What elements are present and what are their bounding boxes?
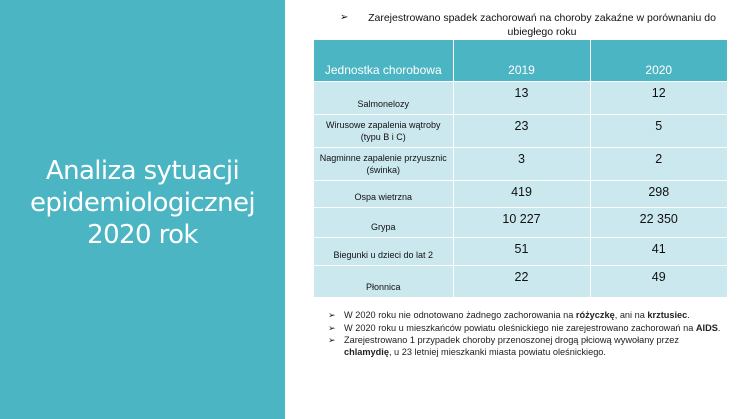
- cases-2019: 13: [453, 82, 590, 115]
- disease-table: [314, 40, 727, 297]
- cases-2019: 10 227: [453, 208, 590, 238]
- table-row: [314, 115, 727, 148]
- note-text: , ani na: [614, 310, 648, 320]
- disease-name: Wirusowe zapalenia wątroby (typu B i C): [314, 115, 453, 148]
- arrow-bullet-icon: ➢: [340, 12, 349, 23]
- disease-name: Grypa: [314, 208, 453, 238]
- note-item: [328, 335, 728, 358]
- heading-text: Zarejestrowano spadek zachorowań na choroby zakaźne w porównaniu do ubiegłego roku: [368, 12, 716, 38]
- note-item: [328, 310, 728, 322]
- note-highlight: AIDS: [695, 322, 718, 333]
- table-row: [314, 82, 727, 115]
- disease-name: Płonnica: [314, 266, 453, 297]
- disease-name: Biegunki u dzieci do lat 2: [314, 238, 453, 266]
- cases-2020: 41: [590, 238, 727, 266]
- cases-2020: 5: [590, 115, 727, 148]
- column-header-2020: 2020: [590, 40, 727, 82]
- table-row: [314, 148, 727, 181]
- disease-name: Nagminne zapalenie przyusznic (świnka): [314, 148, 453, 181]
- arrow-bullet-icon: ➢: [328, 335, 336, 345]
- note-highlight: chlamydię: [344, 346, 389, 357]
- cases-2020: 2: [590, 148, 727, 181]
- cases-2019: 3: [453, 148, 590, 181]
- table-heading: [340, 11, 725, 39]
- note-highlight: różyczkę: [575, 310, 615, 320]
- cases-2020: 22 350: [590, 208, 727, 238]
- cases-2020: 12: [590, 82, 727, 115]
- table-row: [314, 238, 727, 266]
- column-header-disease: Jednostka chorobowa: [314, 40, 453, 82]
- cases-2020: 298: [590, 181, 727, 208]
- cases-2019: 22: [453, 266, 590, 297]
- slide-title-line-1: Analiza sytuacji: [45, 156, 240, 186]
- cases-2019: 23: [453, 115, 590, 148]
- title-panel: [0, 0, 285, 419]
- column-header-2019: 2019: [453, 40, 590, 82]
- note-text: W 2020 roku nie odnotowano żadnego zachorowania na: [344, 310, 576, 320]
- disease-name: Salmonelozy: [314, 82, 453, 115]
- note-text: .: [687, 310, 690, 320]
- table-header-row: [314, 40, 727, 82]
- arrow-bullet-icon: ➢: [328, 322, 336, 333]
- note-highlight: krztusiec: [647, 310, 688, 320]
- table-row: [314, 266, 727, 297]
- note-text: , u 23 letniej mieszkanki miasta powiatu oleśnickiego.: [388, 346, 606, 357]
- note-text: .: [717, 322, 721, 333]
- table-row: [314, 208, 727, 238]
- arrow-bullet-icon: ➢: [328, 310, 336, 320]
- cases-2019: 419: [453, 181, 590, 208]
- cases-2019: 51: [453, 238, 590, 266]
- notes-list: [328, 310, 728, 359]
- disease-name: Ospa wietrzna: [314, 181, 453, 208]
- table-row: [314, 181, 727, 208]
- note-item: [328, 323, 728, 335]
- slide-title-line-2: epidemiologicznej: [30, 188, 255, 218]
- slide-title: [0, 155, 285, 251]
- note-text: W 2020 roku u mieszkańców powiatu oleśnickiego nie zarejestrowano zachorowań na: [344, 322, 696, 333]
- cases-2020: 49: [590, 266, 727, 297]
- note-text: Zarejestrowano 1 przypadek choroby przenoszonej drogą płciową wywołany przez: [344, 335, 680, 345]
- slide-title-line-3: 2020 rok: [87, 220, 198, 250]
